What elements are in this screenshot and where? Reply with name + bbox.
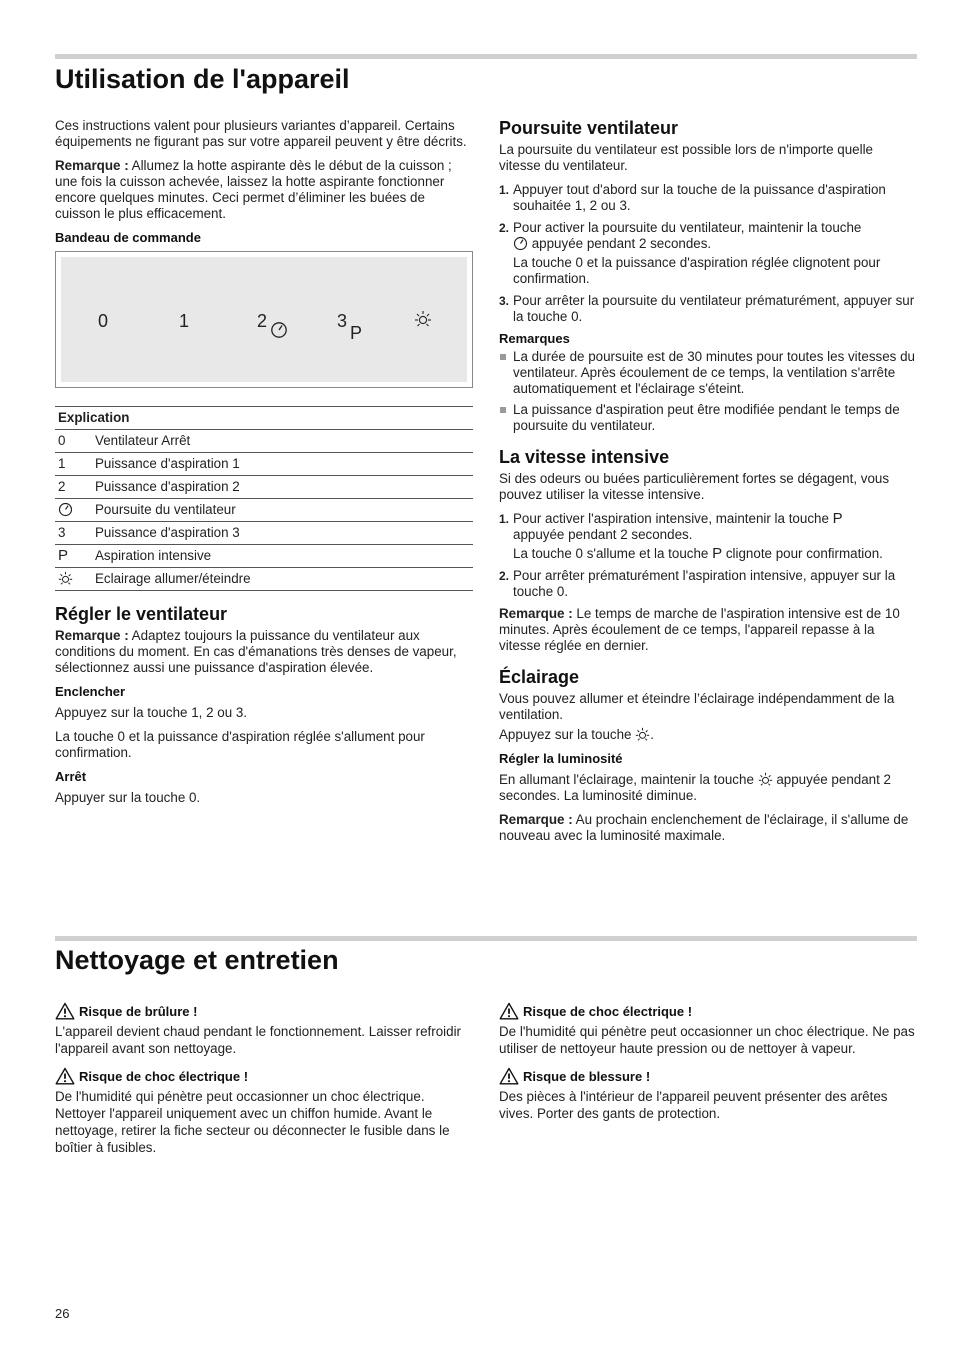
enclencher-text-1: Appuyez sur la touche 1, 2 ou 3. — [55, 705, 248, 720]
light-icon — [635, 727, 650, 742]
intensive-note: Remarque : Le temps de marche de l'aspiration intensive est de 10 minutes. Après écoulement de ce temps, l'appareil repasse à la vitesse réglée en dernier. — [499, 606, 900, 653]
heading-arret: Arrêt — [55, 769, 87, 784]
left-column-nettoyage — [55, 1002, 473, 1164]
remarks-list — [499, 349, 917, 434]
warning-icon — [55, 1002, 75, 1020]
table-header: Explication — [55, 407, 473, 430]
eclairage-press: Appuyez sur la touche . — [499, 727, 654, 742]
panel-key-p: P — [350, 323, 363, 343]
list-item: 1. Pour activer l'aspiration intensive, maintenir la touche P appuyée pendant 2 secondes. La touche 0 s'allume et la touche P clignote pour confirmation. — [499, 510, 883, 562]
list-item: La durée de poursuite est de 30 minutes pour toutes les vitesses du ventilateur. Après écoulement de ce temps, la ventilation s'arrête automatiquement et l'éclairage s'éteint. — [499, 349, 917, 397]
left-column-utilisation — [55, 118, 473, 814]
intensive-steps — [499, 511, 917, 600]
warning-text-choc: De l'humidité qui pénètre peut occasionner un choc électrique. Nettoyer l'appareil uniquement avec un chiffon humide. Avant le nettoyage, retirer la fiche secteur ou déconnecter le fusible dans le boîtier à fusibles. — [55, 1089, 450, 1155]
section-title-nettoyage: Nettoyage et entretien — [55, 945, 339, 975]
right-column-utilisation — [499, 117, 917, 852]
warning-text-choc: De l'humidité qui pénètre peut occasionner un choc électrique. Ne pas utiliser de nettoyeur haute pression ou de nettoyer à vapeur. — [499, 1024, 915, 1056]
table-row: Eclairage allumer/éteindre — [55, 568, 473, 591]
light-icon — [758, 772, 773, 787]
table-row: 3 Puissance d'aspiration 3 — [55, 522, 473, 545]
page-number: 26 — [55, 1306, 70, 1321]
heading-regler-ventilateur: Régler le ventilateur — [55, 604, 228, 624]
warning-icon — [55, 1067, 75, 1085]
section-title-utilisation: Utilisation de l'appareil — [55, 64, 350, 94]
warning-heading-choc: Risque de choc électrique ! — [499, 1002, 917, 1020]
warning-text-blessure: Des pièces à l'intérieur de l'appareil peuvent présenter des arêtes vives. Porter des gants de protection. — [499, 1089, 888, 1121]
note-paragraph: Remarque : Allumez la hotte aspirante dès le début de la cuisson ; une fois la cuisson achevée, laissez la hotte aspirante fonctionner encore quelques minutes. Ceci permet d’éliminer les buées de cuisson le plus efficacement. — [55, 158, 452, 221]
section-rule-nettoyage — [55, 936, 917, 941]
control-panel-diagram — [55, 251, 473, 388]
eclairage-note: Remarque : Au prochain enclenchement de l'éclairage, il s'allume de nouveau avec la luminosité maximale. — [499, 812, 909, 843]
panel-heading: Bandeau de commande — [55, 230, 201, 245]
intro-paragraph: Ces instructions valent pour plusieurs variantes d’appareil. Certains équipements ne figurant pas sur votre appareil peuvent y être décrits. — [55, 118, 467, 149]
regler-note: Remarque : Adaptez toujours la puissance du ventilateur aux conditions du moment. En cas d'émanations très denses de vapeur, sélectionnez aussi une puissance d'aspiration élevée. — [55, 628, 457, 675]
warning-icon — [499, 1067, 519, 1085]
timer-icon — [513, 236, 528, 251]
list-item: 3. Pour arrêter la poursuite du ventilateur prématurément, appuyer sur la touche 0. — [499, 293, 915, 324]
table-row: 2 Puissance d'aspiration 2 — [55, 476, 473, 499]
heading-poursuite: Poursuite ventilateur — [499, 118, 679, 138]
heading-vitesse-intensive: La vitesse intensive — [499, 447, 670, 467]
right-column-nettoyage — [499, 1002, 917, 1130]
table-row: 0 Ventilateur Arrêt — [55, 430, 473, 453]
poursuite-steps — [499, 182, 917, 325]
table-row: P Aspiration intensive — [55, 545, 473, 568]
eclairage-intro: Vous pouvez allumer et éteindre l’éclairage indépendamment de la ventilation. — [499, 691, 895, 722]
heading-luminosite: Régler la luminosité — [499, 751, 623, 766]
list-item: 2. Pour activer la poursuite du ventilateur, maintenir la touche appuyée pendant 2 secondes. La touche 0 et la puissance d'aspiration réglée clignotent pour confirmation. — [499, 220, 881, 286]
intensive-intro: Si des odeurs ou buées particulièrement fortes se dégagent, vous pouvez utiliser la vitesse intensive. — [499, 471, 890, 502]
panel-key-3: 3 — [337, 311, 348, 331]
light-icon — [414, 310, 432, 328]
timer-icon — [58, 502, 73, 517]
warning-heading-brulure: Risque de brûlure ! — [55, 1002, 473, 1020]
list-item: La puissance d'aspiration peut être modifiée pendant le temps de poursuite du ventilateur. — [499, 402, 917, 434]
panel-key-0: 0 — [98, 311, 109, 331]
warning-icon — [499, 1002, 519, 1020]
table-row: Poursuite du ventilateur — [55, 499, 473, 522]
arret-text: Appuyer sur la touche 0. — [55, 790, 201, 805]
panel-key-1: 1 — [179, 311, 190, 331]
explanation-table — [55, 406, 473, 591]
list-item: 1. Appuyer tout d'abord sur la touche de la puissance d'aspiration souhaitée 1, 2 ou 3. — [499, 182, 886, 213]
timer-icon — [270, 321, 288, 339]
light-icon — [58, 571, 73, 586]
panel-key-2: 2 — [257, 311, 268, 331]
warning-text-brulure: L'appareil devient chaud pendant le fonctionnement. Laisser refroidir l'appareil avant son nettoyage. — [55, 1024, 462, 1056]
heading-eclairage: Éclairage — [499, 667, 580, 687]
luminosite-text: En allumant l'éclairage, maintenir la touche appuyée pendant 2 secondes. La luminosité diminue. — [499, 772, 892, 803]
section-rule-top — [55, 54, 917, 59]
table-row: 1 Puissance d'aspiration 1 — [55, 453, 473, 476]
poursuite-intro: La poursuite du ventilateur est possible lors de n'importe quelle vitesse du ventilateur. — [499, 142, 873, 173]
heading-enclencher: Enclencher — [55, 684, 126, 699]
warning-heading-choc: Risque de choc électrique ! — [55, 1067, 473, 1085]
warning-heading-blessure: Risque de blessure ! — [499, 1067, 917, 1085]
heading-remarques: Remarques — [499, 331, 570, 346]
enclencher-text-2: La touche 0 et la puissance d'aspiration réglée s'allument pour confirmation. — [55, 729, 425, 760]
list-item: 2. Pour arrêter prématurément l'aspiration intensive, appuyer sur la touche 0. — [499, 568, 896, 599]
